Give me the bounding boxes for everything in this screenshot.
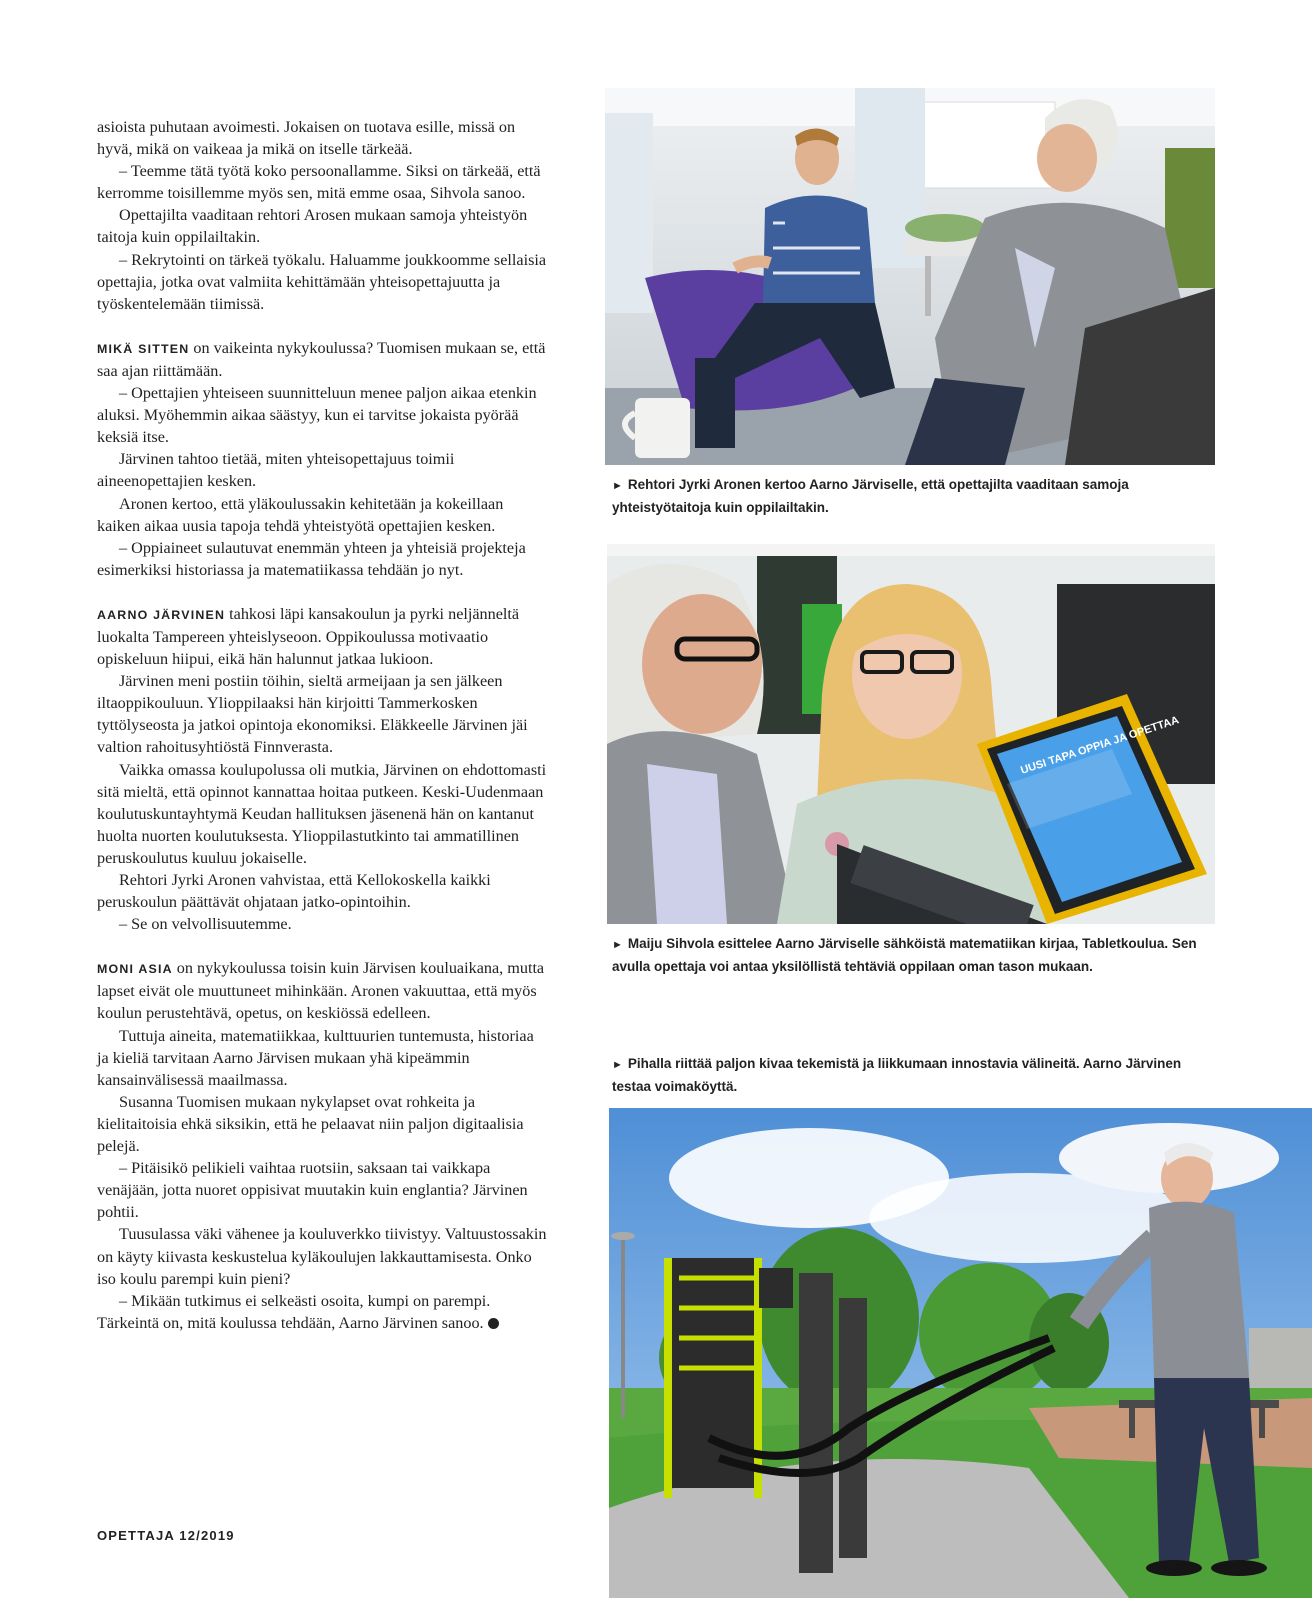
photo-tablet [607,544,1215,924]
article-paragraph [97,337,549,382]
paragraph-text: Järvinen meni postiin töihin, sieltä armeijaan ja sen jälkeen iltaoppikouluun. Ylioppilaaksi hän kirjoitti Tammerkosken tyttölyseosta ja jatkoi opintoja ekonomiksi. Eläkkeelle Järvinen jäi valtion rahoitusyhtiöstä Finnverasta. [97,672,528,757]
paragraph-text: on vaikeinta nykykoulussa? Tuomisen mukaan se, että saa ajan riittämään. [97,338,546,380]
paragraph-text: Järvinen tahtoo tietää, miten yhteisopettajuus toimii aineenopettajien kesken. [97,450,455,491]
article-paragraph [97,448,549,492]
paragraph-text: – Teemme tätä työtä koko persoonallamme. Siksi on tärkeää, että kerromme toisillemme myös sen, mitä emme osaa, Sihvola sanoo. [97,162,541,203]
caption-marker-icon: ► [612,939,623,951]
magazine-footer: OPETTAJA 12/2019 [97,1528,235,1543]
article-paragraph [97,537,549,581]
paragraph-text: – Opettajien yhteiseen suunnitteluun menee paljon aikaa etenkin aluksi. Myöhemmin aikaa säästyy, kun ei tarvitse jokaista pyörää keksiä itse. [97,384,537,447]
caption-photo-interview [612,474,1212,518]
laptop-screen-text: UUSI TAPA OPPIA JA OPETTAA [1019,714,1181,777]
paragraph-text: – Se on velvollisuutemme. [119,915,292,934]
article-paragraph [97,1157,549,1223]
paragraph-text: – Mikään tutkimus ei selkeästi osoita, kumpi on parempi. Tärkeintä on, mitä koulussa tehdään, Aarno Järvinen sanoo. [97,1291,491,1332]
paragraph-text: – Oppiaineet sulautuvat enemmän yhteen ja yhteisiä projekteja esimerkiksi historiassa ja matematiikassa tehdään jo nyt. [97,538,526,579]
paragraph-text: Rehtori Jyrki Aronen vahvistaa, että Kellokoskella kaikki peruskoulun päättävät ohjataan jatko-opintoihin. [97,871,491,912]
article-body [97,116,549,1334]
caption-text: Maiju Sihvola esittelee Aarno Järviselle sähköistä matematiikan kirjaa, Tabletkoulua. Sen avulla opettaja voi antaa yksilöllistä tehtäviä oppilaan oman tason mukaan. [612,936,1197,974]
article-paragraph [97,1290,549,1334]
article-paragraph [97,382,549,448]
article-paragraph [97,1091,549,1157]
article-paragraph [97,869,549,913]
paragraph-text: Opettajilta vaaditaan rehtori Arosen mukaan samoja yhteistyön taitoja kuin oppilailtakin. [97,206,528,247]
paragraph-text: tahkosi läpi kansakoulun ja pyrki neljänneltä luokalta Tampereen yhteislyseoon. Oppikoulussa motivaatio opiskeluun hiipui, eikä hän halunnut jatkaa lukioon. [97,604,520,669]
end-of-article-icon [488,1318,499,1329]
caption-marker-icon: ► [612,480,623,492]
article-paragraph [97,759,549,869]
caption-photo-tablet [612,933,1217,977]
photo-tablet-illustration [607,544,1215,924]
photo-interview-illustration [605,88,1215,465]
article-paragraph [97,116,549,160]
paragraph-text: – Pitäisikö pelikieli vaihtaa ruotsiin, saksaan tai vaikkapa venäjään, jotta nuoret oppisivat muutakin kuin englantia? Järvinen pohtii. [97,1159,528,1222]
paragraph-text: Tuttuja aineita, matematiikkaa, kulttuurien tuntemusta, historiaa ja kieliä tarvitaan Aarno Järvisen mukaan yhä kipeämmin kansainvälisessä maailmassa. [97,1026,534,1089]
article-paragraph [97,1025,549,1091]
article-paragraph [97,249,549,315]
article-paragraph [97,913,549,935]
article-paragraph [97,957,549,1024]
caption-text: Pihalla riittää paljon kivaa tekemistä ja liikkumaan innostavia välineitä. Aarno Järvinen testaa voimaköyttä. [612,1056,1182,1094]
paragraph-text: Susanna Tuomisen mukaan nykylapset ovat rohkeita ja kielitaitoisia ehkä siksikin, että he pelaavat niin paljon digitaalisia pelejä. [97,1092,524,1156]
caption-marker-icon: ► [612,1059,623,1071]
paragraph-text: – Rekrytointi on tärkeä työkalu. Haluamme joukkoomme sellaisia opettajia, jotka ovat valmiita kehittämään yhteisopettajuutta ja työskentelemään tiimissä. [97,250,547,313]
article-paragraph [97,204,549,248]
paragraph-text: asioista puhutaan avoimesti. Jokaisen on tuotava esille, missä on hyvä, mikä on vaikeaa ja mikä on itselle tärkeää. [97,118,516,159]
article-paragraph [97,1223,549,1289]
photo-playground-illustration [609,1108,1312,1598]
paragraph-text: on nykykoulussa toisin kuin Järvisen kouluaikana, mutta lapset eivät ole muuttuneet mihinkään. Aronen vakuuttaa, että myös koulun perustehtävä, opetus, on keskiössä edelleen. [97,959,545,1023]
paragraph-text: Aronen kertoo, että yläkoulussakin kehitetään ja kokeillaan kaiken aikaa uusia tapoja tehdä yhteistyötä opettajien kesken. [97,494,504,535]
caption-photo-playground [612,1053,1212,1097]
caption-text: Rehtori Jyrki Aronen kertoo Aarno Järviselle, että opettajilta vaaditaan samoja yhteistyötaitoja kuin oppilailtakin. [612,477,1129,515]
section-lead-in: MIKÄ SITTEN [97,341,190,356]
article-paragraph [97,670,549,758]
photo-playground [609,1108,1312,1598]
article-paragraph [97,160,549,204]
photo-interview [605,88,1215,465]
section-lead-in: MONI ASIA [97,962,173,977]
article-paragraph [97,603,549,670]
article-paragraph [97,493,549,537]
paragraph-text: Tuusulassa väki vähenee ja kouluverkko tiivistyy. Valtuustossakin on käyty kiivasta keskustelua kyläkoulujen lakkauttamisesta. Onko iso koulu parempi kuin pieni? [97,1225,547,1288]
paragraph-text: Vaikka omassa koulupolussa oli mutkia, Järvinen on ehdottomasti sitä mieltä, että opinnot kannattaa hoitaa putkeen. Keski-Uudenmaan koulutuskuntayhtymä Keudan hallituksen jäsenenä hän on kantanut huolta nuorten koulutuksesta. Ylioppilastutkinto tai ammatillinen peruskoulutus kuuluu jokaiselle. [97,760,547,867]
section-lead-in: AARNO JÄRVINEN [97,607,226,622]
